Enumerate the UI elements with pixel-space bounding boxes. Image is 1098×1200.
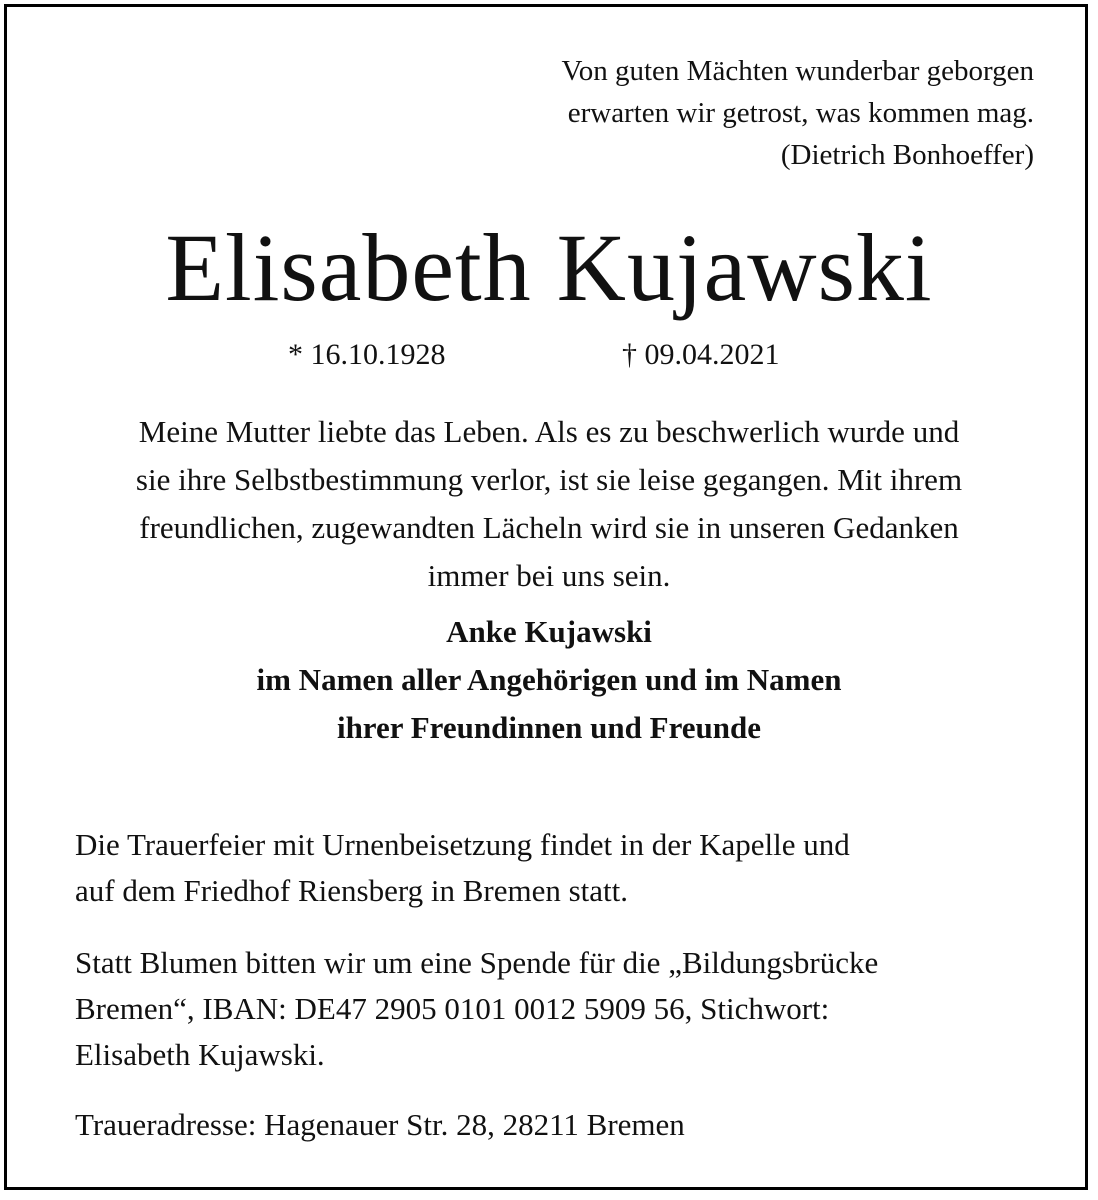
service-line-1: Die Trauerfeier mit Urnenbeisetzung findet in der Kapelle und	[75, 827, 850, 862]
mourners-signature	[40, 608, 1058, 752]
message-line-4: immer bei uns sein.	[427, 558, 671, 593]
memorial-message	[40, 408, 1058, 600]
birth-date: * 16.10.1928	[288, 338, 446, 371]
message-line-1: Meine Mutter liebte das Leben. Als es zu beschwerlich wurde und	[138, 414, 960, 449]
life-dates	[0, 330, 1098, 380]
death-date: † 09.04.2021	[622, 338, 780, 371]
donation-info	[75, 940, 1035, 1078]
address-text: Traueradresse: Hagenauer Str. 28, 28211 Bremen	[75, 1107, 685, 1142]
donation-line-2: Bremen“, IBAN: DE47 2905 0101 0012 5909 56, Stichwort:	[75, 991, 830, 1026]
message-line-3: freundlichen, zugewandten Lächeln wird sie in unseren Gedanken	[139, 510, 959, 545]
donation-line-1: Statt Blumen bitten wir um eine Spende für die „Bildungsbrücke	[75, 945, 879, 980]
message-line-2: sie ihre Selbstbestimmung verlor, ist sie leise gegangen. Mit ihrem	[135, 462, 963, 497]
bonhoeffer-quote	[562, 50, 1034, 176]
service-line-2: auf dem Friedhof Riensberg in Bremen statt.	[75, 873, 629, 908]
signer-line-3: ihrer Freundinnen und Freunde	[336, 710, 762, 745]
deceased-name: Elisabeth Kujawski	[165, 214, 933, 321]
quote-line-1: Von guten Mächten wunderbar geborgen	[561, 55, 1034, 87]
signer-line-2: im Namen aller Angehörigen und im Namen	[256, 662, 842, 697]
quote-line-2: erwarten wir getrost, was kommen mag.	[567, 97, 1034, 129]
quote-attribution: (Dietrich Bonhoeffer)	[780, 139, 1034, 171]
donation-line-3: Elisabeth Kujawski.	[75, 1037, 325, 1072]
funeral-service-info	[75, 822, 1035, 914]
signer-name: Anke Kujawski	[446, 614, 652, 649]
mourning-address	[75, 1102, 1035, 1148]
